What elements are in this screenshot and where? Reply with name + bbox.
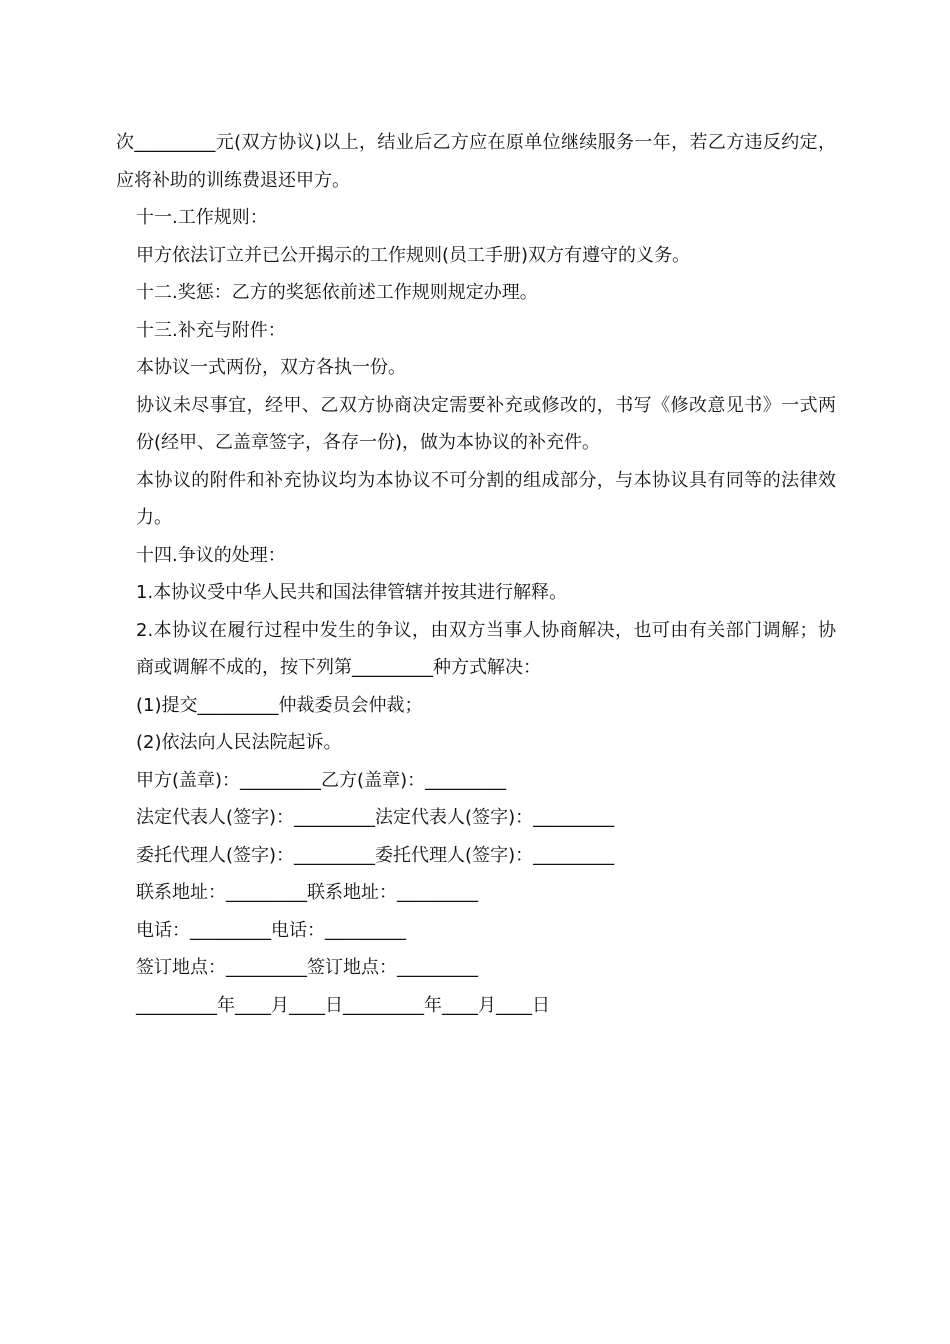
signature-date: _________年____月____日_________年____月____日 xyxy=(136,994,550,1016)
paragraph-dispute-resolution: 2.本协议在履行过程中发生的争议，由双方当事人协商解决，也可由有关部门调解；协商或调解不成的，按下列第_________种方式解决： xyxy=(136,619,836,678)
paragraph-training-fee: 次_________元(双方协议)以上，结业后乙方应在原单位继续服务一年，若乙方违反约定，应将补助的训练费退还甲方。 xyxy=(116,132,836,191)
paragraph-attachments: 本协议的附件和补充协议均为本协议不可分割的组成部分，与本协议具有同等的法律效力。 xyxy=(136,469,836,528)
paragraph-governing-law: 1.本协议受中华人民共和国法律管辖并按其进行解释。 xyxy=(136,582,568,603)
paragraph-rewards-penalties: 十二.奖惩：乙方的奖惩依前述工作规则规定办理。 xyxy=(136,282,538,303)
signature-agent: 委托代理人(签字)：_________委托代理人(签字)：_________ xyxy=(136,844,615,866)
paragraph-copies: 本协议一式两份，双方各执一份。 xyxy=(136,357,406,378)
signature-phone: 电话：_________电话：_________ xyxy=(136,919,406,941)
signature-legal-rep: 法定代表人(签字)：_________法定代表人(签字)：_________ xyxy=(136,807,615,828)
signature-place: 签订地点：_________签订地点：_________ xyxy=(136,957,478,978)
heading-work-rules: 十一.工作规则： xyxy=(136,207,268,228)
signature-address: 联系地址：_________联系地址：_________ xyxy=(136,882,478,903)
heading-disputes: 十四.争议的处理： xyxy=(136,544,286,566)
option-court: (2)依法向人民法院起诉。 xyxy=(136,732,342,753)
paragraph-amendments: 协议未尽事宜，经甲、乙双方协商决定需要补充或修改的，书写《修改意见书》一式两份(经甲、乙盖章签字，各存一份)，做为本协议的补充件。 xyxy=(136,394,836,453)
option-arbitration: (1)提交_________仲裁委员会仲裁； xyxy=(136,694,423,716)
heading-supplements: 十三.补充与附件： xyxy=(136,319,286,341)
paragraph-work-rules: 甲方依法订立并已公开揭示的工作规则(员工手册)双方有遵守的义务。 xyxy=(136,244,691,266)
document-body xyxy=(116,124,836,1024)
signature-seal: 甲方(盖章)：_________乙方(盖章)：_________ xyxy=(136,769,507,791)
